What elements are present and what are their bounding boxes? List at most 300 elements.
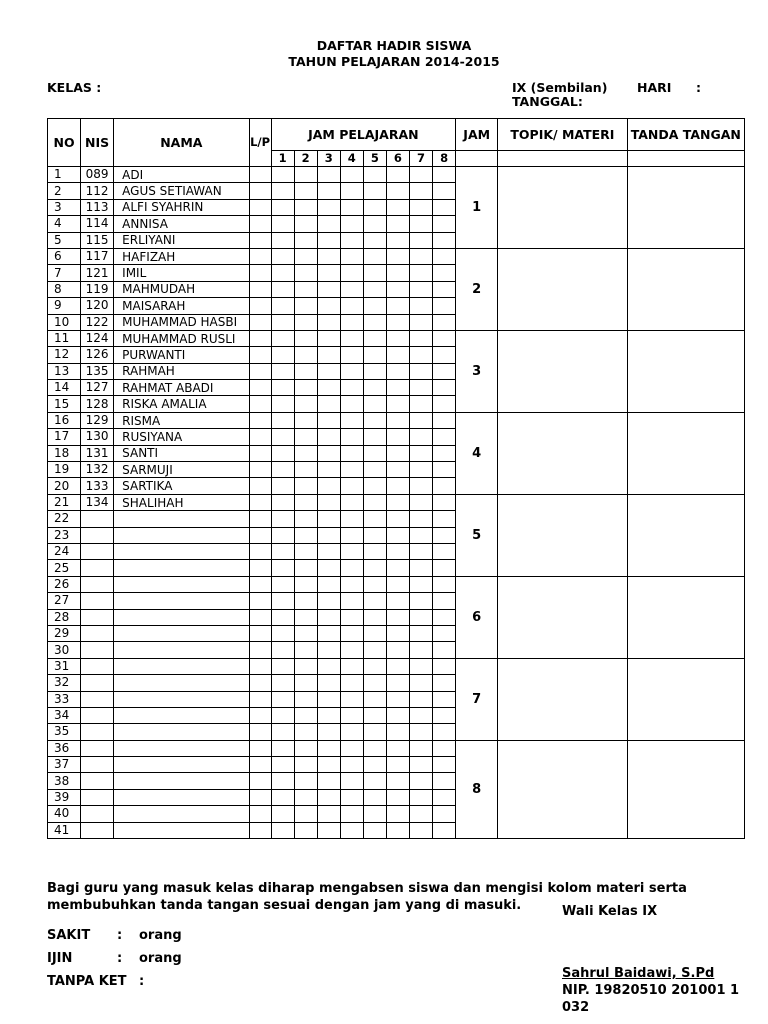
topik-cell [498,494,627,576]
row-period-cell [433,314,456,330]
row-nama [114,527,249,543]
row-nama: ERLIYANI [114,232,249,248]
jam-group-5: 5 [456,494,498,576]
row-period-cell [317,429,340,445]
row-period-cell [363,740,386,756]
row-lp [249,216,271,232]
row-period-cell [317,265,340,281]
row-period-cell [340,429,363,445]
row-period-cell [317,412,340,428]
row-nama [114,675,249,691]
row-nama [114,724,249,740]
row-lp [249,691,271,707]
row-nis [81,511,114,527]
tanda-subheader-blank [627,151,744,167]
table-row [48,740,745,756]
row-period-cell [271,314,294,330]
row-period-cell [340,576,363,592]
row-period-cell [363,232,386,248]
row-lp [249,199,271,215]
jam-group-6: 6 [456,576,498,658]
row-nama: ADI [114,167,249,183]
row-period-cell [409,478,432,494]
row-no: 17 [48,429,81,445]
row-period-cell [294,232,317,248]
row-period-cell [363,511,386,527]
row-period-cell [433,740,456,756]
row-no: 27 [48,593,81,609]
table-row [48,494,745,510]
row-period-cell [363,199,386,215]
row-no: 36 [48,740,81,756]
row-period-cell [433,543,456,559]
row-period-cell [271,511,294,527]
row-period-cell [433,330,456,346]
row-period-cell [317,314,340,330]
tanda-tangan-cell [627,412,744,494]
row-period-cell [409,691,432,707]
row-period-cell [271,642,294,658]
period-header: 1 [271,151,294,167]
tanda-tangan-cell [627,330,744,412]
header-jam: JAM [456,119,498,151]
row-period-cell [271,609,294,625]
row-nama [114,560,249,576]
row-period-cell [271,560,294,576]
row-period-cell [271,380,294,396]
row-period-cell [340,445,363,461]
row-period-cell [294,216,317,232]
row-period-cell [386,494,409,510]
row-period-cell [317,396,340,412]
row-lp [249,380,271,396]
row-period-cell [433,822,456,838]
row-nama [114,773,249,789]
row-period-cell [409,527,432,543]
row-period-cell [386,707,409,723]
row-nis: 126 [81,347,114,363]
table-row [48,412,745,428]
row-period-cell [271,576,294,592]
row-period-cell [317,445,340,461]
tanpa-ket-row [47,974,144,989]
row-nama [114,625,249,641]
row-period-cell [317,822,340,838]
row-nama [114,511,249,527]
row-period-cell [294,265,317,281]
row-nis: 115 [81,232,114,248]
row-lp [249,478,271,494]
row-period-cell [386,363,409,379]
row-period-cell [271,462,294,478]
row-period-cell [409,265,432,281]
tanpa-ket-colon: : [139,974,145,989]
jam-group-8: 8 [456,740,498,838]
row-period-cell [433,609,456,625]
row-period-cell [317,543,340,559]
row-no: 7 [48,265,81,281]
sakit-row [47,928,182,943]
row-period-cell [433,265,456,281]
row-lp [249,757,271,773]
row-period-cell [294,806,317,822]
row-period-cell [317,527,340,543]
period-header: 2 [294,151,317,167]
topik-cell [498,248,627,330]
row-nis [81,707,114,723]
row-period-cell [294,478,317,494]
row-nama [114,576,249,592]
row-lp [249,625,271,641]
row-period-cell [433,789,456,805]
row-period-cell [409,412,432,428]
row-period-cell [409,445,432,461]
row-nama: MUHAMMAD HASBI [114,314,249,330]
row-period-cell [433,593,456,609]
header-jam-pelajaran: JAM PELAJARAN [271,119,456,151]
row-period-cell [433,445,456,461]
row-period-cell [386,314,409,330]
tanda-tangan-cell [627,576,744,658]
kelas-value: IX (Sembilan) [512,80,608,95]
row-no: 13 [48,363,81,379]
table-row [48,167,745,183]
row-period-cell [363,314,386,330]
row-lp [249,330,271,346]
row-nis: 122 [81,314,114,330]
row-period-cell [363,380,386,396]
instruction-text: Bagi guru yang masuk kelas diharap mengabsen siswa dan mengisi kolom materi serta membubuhkan tanda tangan sesuai dengan jam yang di masuki. [47,881,687,913]
document-subtitle: TAHUN PELAJARAN 2014-2015 [288,54,500,69]
row-nis [81,576,114,592]
row-period-cell [340,675,363,691]
row-no: 2 [48,183,81,199]
row-period-cell [409,199,432,215]
row-period-cell [340,363,363,379]
row-period-cell [386,347,409,363]
sakit-label: SAKIT [47,928,91,943]
row-period-cell [317,593,340,609]
row-period-cell [363,822,386,838]
row-no: 35 [48,724,81,740]
row-period-cell [340,724,363,740]
row-period-cell [386,576,409,592]
row-period-cell [409,560,432,576]
row-period-cell [386,724,409,740]
row-no: 33 [48,691,81,707]
row-period-cell [363,462,386,478]
row-period-cell [317,462,340,478]
row-period-cell [409,789,432,805]
row-period-cell [386,527,409,543]
row-period-cell [433,527,456,543]
table-row [48,248,745,264]
row-period-cell [340,330,363,346]
topik-cell [498,740,627,838]
row-period-cell [271,298,294,314]
row-period-cell [409,740,432,756]
row-period-cell [386,806,409,822]
row-nama: PURWANTI [114,347,249,363]
row-lp [249,412,271,428]
row-period-cell [409,658,432,674]
row-period-cell [294,199,317,215]
jam-subheader-blank [456,151,498,167]
row-nis: 129 [81,412,114,428]
row-nama [114,609,249,625]
row-period-cell [433,625,456,641]
row-period-cell [340,412,363,428]
row-period-cell [294,167,317,183]
row-nama: RISMA [114,412,249,428]
row-period-cell [386,412,409,428]
row-period-cell [386,265,409,281]
row-lp [249,167,271,183]
row-no: 37 [48,757,81,773]
row-period-cell [294,183,317,199]
row-period-cell [363,625,386,641]
row-period-cell [386,330,409,346]
row-period-cell [409,298,432,314]
row-period-cell [317,707,340,723]
row-nama: HAFIZAH [114,248,249,264]
row-no: 28 [48,609,81,625]
table-row [48,330,745,346]
row-period-cell [340,494,363,510]
row-period-cell [386,543,409,559]
row-period-cell [294,412,317,428]
row-period-cell [317,511,340,527]
row-period-cell [386,691,409,707]
row-period-cell [271,806,294,822]
row-no: 4 [48,216,81,232]
row-period-cell [363,806,386,822]
row-nis [81,724,114,740]
row-period-cell [386,232,409,248]
row-period-cell [433,560,456,576]
row-nis [81,675,114,691]
row-nama: RUSIYANA [114,429,249,445]
row-lp [249,576,271,592]
row-nama: SANTI [114,445,249,461]
row-nis: 113 [81,199,114,215]
row-period-cell [363,183,386,199]
row-period-cell [294,560,317,576]
row-period-cell [340,216,363,232]
row-period-cell [433,216,456,232]
row-period-cell [363,494,386,510]
tanda-tangan-cell [627,494,744,576]
row-nis: 117 [81,248,114,264]
row-period-cell [340,625,363,641]
period-header: 3 [317,151,340,167]
row-period-cell [271,281,294,297]
row-lp [249,789,271,805]
row-period-cell [317,609,340,625]
row-period-cell [363,265,386,281]
row-lp [249,511,271,527]
row-no: 15 [48,396,81,412]
row-no: 24 [48,543,81,559]
row-period-cell [294,429,317,445]
row-period-cell [386,248,409,264]
row-no: 1 [48,167,81,183]
teacher-nip: NIP. 19820510 201001 1 032 [562,983,740,1015]
row-period-cell [271,478,294,494]
row-period-cell [340,265,363,281]
row-period-cell [433,576,456,592]
row-period-cell [433,773,456,789]
row-lp [249,494,271,510]
row-period-cell [363,347,386,363]
row-nis: 114 [81,216,114,232]
row-period-cell [340,347,363,363]
row-period-cell [340,380,363,396]
row-period-cell [409,429,432,445]
row-period-cell [386,183,409,199]
row-period-cell [317,380,340,396]
row-nama: MUHAMMAD RUSLI [114,330,249,346]
row-period-cell [271,396,294,412]
row-period-cell [271,248,294,264]
row-period-cell [386,642,409,658]
row-lp [249,773,271,789]
row-period-cell [409,642,432,658]
row-period-cell [340,298,363,314]
row-period-cell [433,658,456,674]
row-no: 6 [48,248,81,264]
row-period-cell [409,707,432,723]
jam-group-3: 3 [456,330,498,412]
row-period-cell [409,183,432,199]
row-period-cell [317,494,340,510]
row-lp [249,298,271,314]
row-period-cell [363,560,386,576]
row-nama [114,822,249,838]
row-period-cell [317,347,340,363]
hari-colon: : [696,80,701,95]
row-period-cell [433,757,456,773]
row-period-cell [340,462,363,478]
row-nis [81,789,114,805]
row-period-cell [271,216,294,232]
row-nis [81,593,114,609]
teacher-name: Sahrul Baidawi, S.Pd [562,966,715,981]
period-header: 7 [409,151,432,167]
ijin-colon: : [117,951,123,966]
row-period-cell [386,167,409,183]
row-period-cell [433,707,456,723]
row-period-cell [363,412,386,428]
row-no: 23 [48,527,81,543]
row-period-cell [340,511,363,527]
row-period-cell [363,216,386,232]
row-period-cell [386,822,409,838]
row-period-cell [271,675,294,691]
row-no: 21 [48,494,81,510]
row-nama [114,806,249,822]
row-period-cell [294,822,317,838]
row-no: 30 [48,642,81,658]
row-period-cell [363,429,386,445]
row-period-cell [363,167,386,183]
row-period-cell [340,773,363,789]
row-period-cell [294,642,317,658]
tanpa-ket-label: TANPA KET [47,974,127,989]
row-period-cell [294,462,317,478]
row-period-cell [433,281,456,297]
row-nis: 135 [81,363,114,379]
row-period-cell [409,625,432,641]
wali-kelas-label: Wali Kelas IX [562,904,658,919]
row-lp [249,675,271,691]
row-period-cell [409,347,432,363]
row-period-cell [363,757,386,773]
row-period-cell [317,199,340,215]
row-period-cell [294,380,317,396]
row-period-cell [363,691,386,707]
row-period-cell [386,478,409,494]
row-no: 20 [48,478,81,494]
row-period-cell [317,773,340,789]
row-no: 9 [48,298,81,314]
row-nis [81,806,114,822]
row-nis [81,642,114,658]
row-period-cell [386,445,409,461]
row-nama: RISKA AMALIA [114,396,249,412]
row-period-cell [409,314,432,330]
row-no: 25 [48,560,81,576]
row-period-cell [433,806,456,822]
row-nama: SARTIKA [114,478,249,494]
row-nama: RAHMAH [114,363,249,379]
row-period-cell [409,675,432,691]
row-period-cell [271,740,294,756]
jam-group-2: 2 [456,248,498,330]
row-period-cell [294,724,317,740]
row-period-cell [409,822,432,838]
row-period-cell [363,281,386,297]
row-period-cell [363,724,386,740]
row-period-cell [386,658,409,674]
topik-subheader-blank [498,151,627,167]
row-nama [114,691,249,707]
row-period-cell [271,167,294,183]
jam-group-1: 1 [456,167,498,249]
row-period-cell [317,757,340,773]
row-period-cell [294,757,317,773]
row-nis [81,757,114,773]
row-nis [81,609,114,625]
row-lp [249,314,271,330]
row-nis: 128 [81,396,114,412]
row-period-cell [340,478,363,494]
row-period-cell [340,183,363,199]
jam-group-4: 4 [456,412,498,494]
row-period-cell [386,625,409,641]
row-period-cell [271,183,294,199]
row-period-cell [317,576,340,592]
row-no: 31 [48,658,81,674]
row-no: 14 [48,380,81,396]
row-period-cell [271,363,294,379]
row-nis [81,560,114,576]
row-period-cell [317,675,340,691]
period-header: 8 [433,151,456,167]
row-nama: RAHMAT ABADI [114,380,249,396]
row-period-cell [271,773,294,789]
row-period-cell [340,822,363,838]
